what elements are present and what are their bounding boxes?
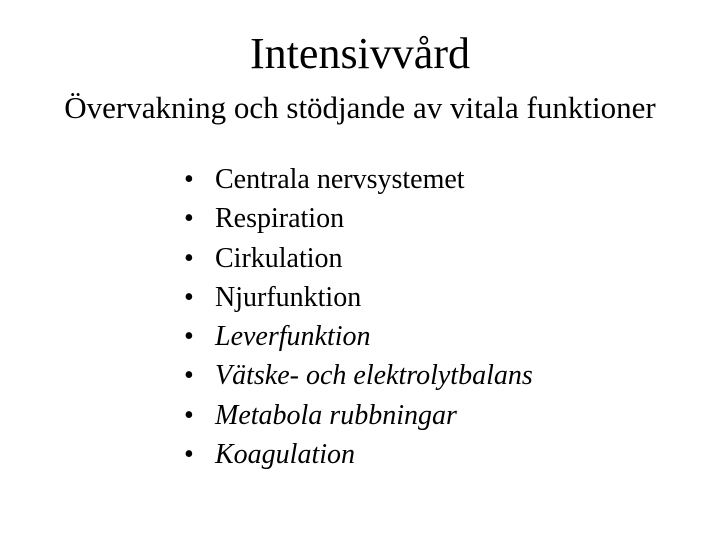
list-item-text: Njurfunktion xyxy=(215,281,362,313)
list-item-text: Leverfunktion xyxy=(215,321,371,353)
bullet-icon: • xyxy=(184,203,194,235)
list-item-text: Centrala nervsystemet xyxy=(215,164,465,195)
slide-subtitle: Övervakning och stödjande av vitala funktioner xyxy=(64,90,656,125)
list-item xyxy=(184,356,533,395)
list-item xyxy=(184,160,533,199)
list-item xyxy=(184,396,533,435)
slide-title: Intensivvård xyxy=(250,29,470,78)
list-item-text: Metabola rubbningar xyxy=(215,399,457,431)
bullet-icon: • xyxy=(184,439,194,471)
list-item-text: Cirkulation xyxy=(215,242,343,274)
list-item-text: Vätske- och elektrolytbalans xyxy=(215,360,533,392)
bullet-icon: • xyxy=(184,242,194,274)
list-item xyxy=(184,435,533,474)
list-item xyxy=(184,199,533,238)
bullet-list xyxy=(184,160,533,474)
bullet-icon: • xyxy=(184,360,194,392)
bullet-icon: • xyxy=(184,321,194,353)
bullet-icon: • xyxy=(184,164,194,195)
list-item-text: Respiration xyxy=(215,203,345,235)
bullet-icon: • xyxy=(184,399,194,431)
bullet-icon: • xyxy=(184,281,194,313)
list-item-text: Koagulation xyxy=(215,439,356,471)
list-item xyxy=(184,239,533,278)
list-item xyxy=(184,278,533,317)
list-item xyxy=(184,317,533,356)
